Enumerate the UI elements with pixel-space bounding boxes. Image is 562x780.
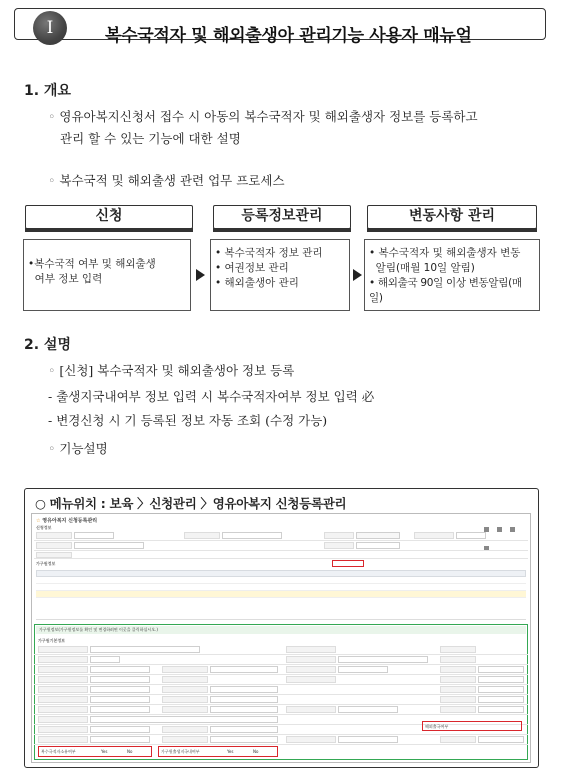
field-label [286,646,336,653]
overview-bullet-1-line2: 관리 할 수 있는 기능에 대한 설명 [60,131,241,146]
child-form-row [34,675,528,685]
child-notice-bar[interactable] [36,626,526,634]
date-input[interactable] [478,706,524,713]
process-step-3-head: 변동사항 관리 [367,205,537,229]
overview-bullet-2 [48,170,285,192]
education-select[interactable] [90,706,150,713]
overview-heading: 1. 개요 [24,83,71,99]
born-domestic-field-highlight[interactable] [158,746,278,757]
description-bullet-1 [48,360,294,382]
field-label [38,736,88,743]
field-label [440,696,476,703]
process-step-2-body [210,239,350,311]
overview-bullet-1 [48,106,478,128]
yes-no-radio[interactable] [338,706,398,713]
field-label [162,706,208,713]
table-row[interactable] [36,584,526,591]
child-form-row [34,725,528,735]
circle-bullet-icon: ◦ [48,441,56,456]
yes-no-radio[interactable] [90,686,150,693]
yes-no-radio[interactable] [338,736,398,743]
field-label [286,676,336,683]
description-bullet-1-text: [신청] 복수국적자 및 해외출생아 정보 등록 [59,363,295,378]
employment-select[interactable] [478,676,524,683]
health-select[interactable] [90,696,150,703]
field-label [440,736,476,743]
field-label [38,716,88,723]
field-label [162,666,208,673]
description-bullet-2 [48,438,108,460]
date-input[interactable] [74,532,114,539]
process-step-3-line-2: 알림(매월 10일 알림) [369,262,475,274]
circle-bullet-icon: ◦ [48,109,56,124]
field-label [440,676,476,683]
child-form-row [34,685,528,695]
process-step-2-line-2: • 여권정보 관리 [215,262,289,274]
menu-location: ○ 메뉴위치 : 보육 〉신청관리 〉영유아복지 신청등록관리 [35,496,347,511]
ssn-input[interactable] [90,656,120,663]
field-label [440,656,476,663]
process-step-3-bar [367,228,537,232]
support-select[interactable] [478,686,524,693]
overseas-departure-label: 해외출국여부 [425,724,449,729]
born-domestic-label: 가구원출생지국내여부 [161,749,200,754]
field-label [440,686,476,693]
field-label [38,696,88,703]
description-dash-1: - 출생지국내여부 정보 입력 시 복수국적자여부 정보 입력 必 [48,389,375,404]
process-step-1-body [23,239,191,311]
arrow-right-icon [353,269,362,281]
household-add-button-highlight[interactable] [332,560,364,567]
region-select[interactable] [74,542,144,549]
process-step-2-head: 등록정보관리 [213,205,351,229]
apply-type-select[interactable] [356,532,400,539]
nationality-select[interactable] [478,666,524,673]
household-button-bar [368,561,526,567]
field-label [162,696,208,703]
field-label [162,676,208,683]
child-form-row [34,655,528,665]
field-label [286,656,336,663]
field-label [162,686,208,693]
collapsed-section-bar[interactable] [36,614,526,620]
field-label [162,726,208,733]
yes-no-radio[interactable] [90,736,150,743]
yes-no-radio[interactable] [210,726,278,733]
process-step-1-bar [25,228,193,232]
field-label [38,676,88,683]
relation-select[interactable] [90,666,150,673]
household-input[interactable] [210,666,278,673]
process-step-2-line-1: • 복수국적자 정보 관리 [215,247,323,259]
child-form-row [34,665,528,675]
section-child-label: 가구원기본정보 [38,638,66,643]
status-select[interactable] [478,736,524,743]
yes-no-radio[interactable] [90,726,150,733]
field-label [286,736,336,743]
process-step-3-body [364,239,540,311]
dual-citizen-label: 복수국적자소유여부 [41,749,76,754]
description-bullet-2-text: 기능설명 [59,441,108,456]
process-step-3-line-3: • 해외출국 90일 이상 변동알림(매일) [369,277,522,304]
page-title: 복수국적자 및 해외출생아 관리기능 사용자 매뉴얼 [105,26,472,46]
grade-select[interactable] [210,696,278,703]
process-step-1-head: 신청 [25,205,193,229]
process-step-2-line-3: • 해외출생아 관리 [215,277,299,289]
field-label [36,552,72,558]
field-label [184,532,220,539]
order-select[interactable] [338,666,388,673]
circle-bullet-icon: ◦ [48,363,56,378]
description-dash-2: - 변경신청 시 기 등록된 정보 자동 조회 (수정 가능) [48,413,328,428]
dual-citizen-yes[interactable]: Yes [101,749,108,754]
apply-row-3 [34,551,528,559]
child-form-row [34,695,528,705]
field-label [324,542,354,549]
applicant-input[interactable] [356,542,400,549]
screenshot-panel [24,488,539,768]
overview-bullet-1-line1: 영유아복지신청서 접수 시 아동의 복수국적자 및 해외출생자 정보를 등록하고 [59,109,478,124]
status-input[interactable] [222,532,282,539]
field-label [38,646,88,653]
dual-citizen-field-highlight[interactable] [38,746,152,757]
yes-no-radio[interactable] [338,656,428,663]
gender-radio-group[interactable] [90,646,200,653]
table-row-selected[interactable] [36,591,526,598]
field-label [38,666,88,673]
process-step-2-bar [213,228,351,232]
apply-row-2 [34,541,528,551]
field-label [440,666,476,673]
field-label [36,532,72,539]
yes-no-radio[interactable] [210,736,278,743]
field-label [440,646,476,653]
disability-select[interactable] [210,686,278,693]
child-form-row [34,645,528,655]
field-label [38,656,88,663]
description-heading: 2. 설명 [24,337,71,353]
child-form-row [34,705,528,715]
apply-row-1 [34,531,528,541]
table-row[interactable] [36,577,526,584]
arrow-right-icon [196,269,205,281]
app-window [31,513,531,763]
household-table-header [36,570,526,577]
field-label [36,542,72,549]
yes-no-radio[interactable] [478,696,524,703]
section-apply-label: 신청정보 [36,525,52,530]
field-label [440,706,476,713]
roman-numeral-badge: Ⅰ [33,11,67,45]
process-step-1-line-2: 여부 정보 입력 [28,273,103,285]
method-select[interactable] [456,532,486,539]
field-label [38,686,88,693]
note-input[interactable] [90,716,278,723]
window-title-text: 영유아복지 신청등록관리 [42,518,98,524]
job-select[interactable] [90,676,150,683]
field-label [38,706,88,713]
field-label [324,532,354,539]
window-title [36,517,97,524]
field-label [162,736,208,743]
field-label [38,726,88,733]
field-label [286,666,336,673]
born-domestic-no[interactable]: No [253,749,259,754]
overview-bullet-2-text: 복수국적 및 해외출생 관련 업무 프로세스 [59,173,285,188]
section-title-box [14,8,546,46]
dual-citizen-no[interactable]: No [127,749,133,754]
child-notice-text: 가구원정보(가구원정보를 확인 및 변경하려면 이곳을 클릭하십시오.) [39,627,158,632]
circle-bullet-icon: ◦ [48,173,56,188]
star-icon: ☆ [36,518,41,524]
born-domestic-yes[interactable]: Yes [227,749,234,754]
child-form-row [34,735,528,745]
section-household-label: 가구원정보 [36,561,56,566]
process-step-1-line-1: •복수국적 여부 및 해외출생 [28,258,156,270]
window-toolbar-icons[interactable] [484,517,524,522]
process-step-3-line-1: • 복수국적자 및 해외출생자 변동 [369,247,521,259]
school-select[interactable] [210,706,278,713]
field-label [286,706,336,713]
field-label [414,532,454,539]
